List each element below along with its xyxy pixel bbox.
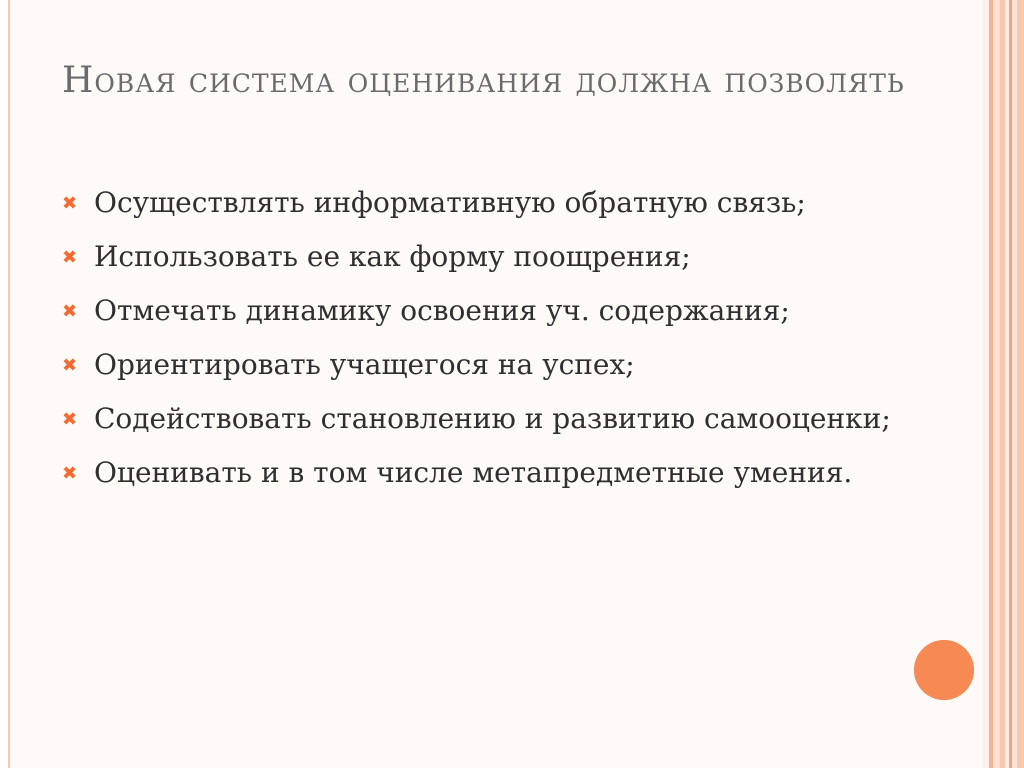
bullet-item xyxy=(62,290,922,334)
bullet-text: Отмечать динамику освоения уч. содержания; xyxy=(94,294,790,327)
slide-title: Новая система оценивания должна позволять xyxy=(62,60,905,101)
stripe xyxy=(993,0,1000,768)
x-bullet-icon: ✖ xyxy=(62,355,78,376)
x-bullet-icon: ✖ xyxy=(62,193,78,214)
bullet-text: Ориентировать учащегося на успех; xyxy=(94,348,635,381)
x-bullet-icon: ✖ xyxy=(62,301,78,322)
bullet-text: Содействовать становлению и развитию самооценки; xyxy=(94,402,891,435)
bullet-list xyxy=(62,182,922,506)
orange-circle-decoration xyxy=(914,640,974,700)
bullet-item xyxy=(62,182,922,226)
bullet-item xyxy=(62,236,922,280)
stripe xyxy=(1017,0,1024,768)
left-border-line xyxy=(8,0,10,768)
bullet-item xyxy=(62,398,922,442)
bullet-text: Использовать ее как форму поощрения; xyxy=(94,240,691,273)
x-bullet-icon: ✖ xyxy=(62,463,78,484)
bullet-item xyxy=(62,344,922,388)
x-bullet-icon: ✖ xyxy=(62,409,78,430)
right-decorative-stripes xyxy=(983,0,1024,768)
bullet-text: Оценивать и в том числе метапредметные умения. xyxy=(94,456,853,489)
bullet-text: Осуществлять информативную обратную связь; xyxy=(94,186,806,219)
bullet-item xyxy=(62,452,922,496)
x-bullet-icon: ✖ xyxy=(62,247,78,268)
